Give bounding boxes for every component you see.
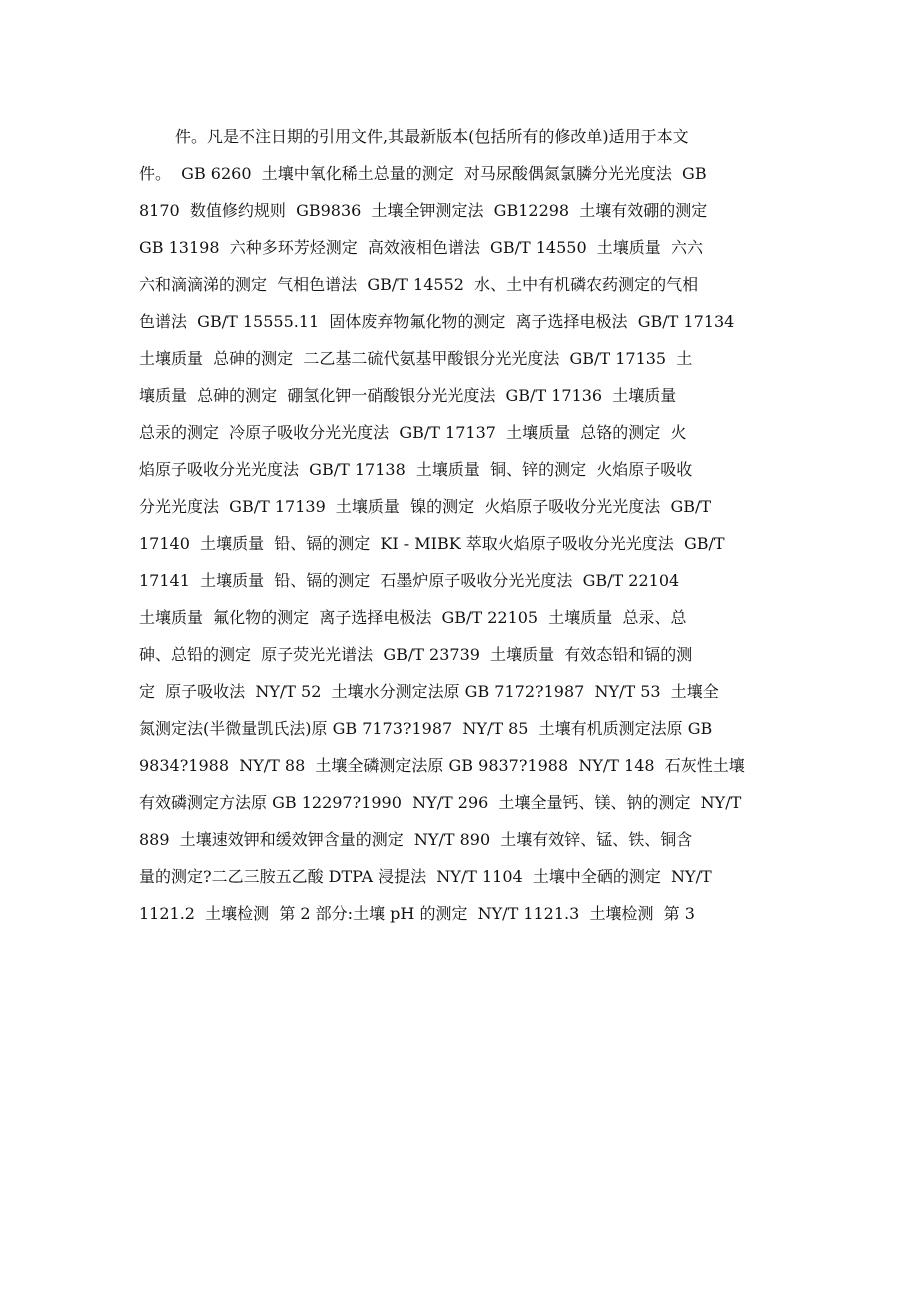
text-line: 件。 GB 6260 土壤中氧化稀土总量的测定 对马尿酸偶氮氯膦分光光度法 GB [139,164,707,183]
text-line: 焰原子吸收分光光度法 GB/T 17138 土壤质量 铜、锌的测定 火焰原子吸收 [139,460,693,479]
text-line: 总汞的测定 冷原子吸收分光光度法 GB/T 17137 土壤质量 总铬的测定 火 [139,423,687,442]
text-line: 土壤质量 氟化物的测定 离子选择电极法 GB/T 22105 土壤质量 总汞、总 [139,608,687,627]
text-line: GB 13198 六种多环芳烃测定 高效液相色谱法 GB/T 14550 土壤质量 六六 [139,238,703,257]
document-body [139,118,799,932]
text-line: 土壤质量 总砷的测定 二乙基二硫代氨基甲酸银分光光度法 GB/T 17135 土 [139,349,693,368]
text-line: 壤质量 总砷的测定 硼氢化钾一硝酸银分光光度法 GB/T 17136 土壤质量 [139,386,677,405]
text-line: 1121.2 土壤检测 第 2 部分:土壤 pH 的测定 NY/T 1121.3 土壤检测 第 3 [139,904,695,923]
text-line: 889 土壤速效钾和缓效钾含量的测定 NY/T 890 土壤有效锌、锰、铁、铜含 [139,830,693,849]
text-line: 量的测定?二乙三胺五乙酸 DTPA 浸提法 NY/T 1104 土壤中全硒的测定 NY/T [139,867,712,886]
text-line: 氮测定法(半微量凯氏法)原 GB 7173?1987 NY/T 85 土壤有机质测定法原 GB [139,719,713,738]
text-line: 定 原子吸收法 NY/T 52 土壤水分测定法原 GB 7172?1987 NY/T 53 土壤全 [139,682,719,701]
text-line: 9834?1988 NY/T 88 土壤全磷测定法原 GB 9837?1988 NY/T 148 石灰性土壤 [139,756,745,775]
text-line: 六和滴滴涕的测定 气相色谱法 GB/T 14552 水、土中有机磷农药测定的气相 [139,275,699,294]
text-line: 8170 数值修约规则 GB9836 土壤全钾测定法 GB12298 土壤有效硼的测定 [139,201,708,220]
text-line: 17141 土壤质量 铅、镉的测定 石墨炉原子吸收分光光度法 GB/T 22104 [139,571,680,590]
text-line: 色谱法 GB/T 15555.11 固体废弃物氟化物的测定 离子选择电极法 GB/T 17134 [139,312,735,331]
text-line: 件。凡是不注日期的引用文件,其最新版本(包括所有的修改单)适用于本文 [175,127,689,146]
text-line: 分光光度法 GB/T 17139 土壤质量 镍的测定 火焰原子吸收分光光度法 GB/T [139,497,712,516]
text-line: 砷、总铅的测定 原子荧光光谱法 GB/T 23739 土壤质量 有效态铅和镉的测 [139,645,693,664]
text-line: 17140 土壤质量 铅、镉的测定 KI - MIBK 萃取火焰原子吸收分光光度法 GB/T [139,534,725,553]
text-line: 有效磷测定方法原 GB 12297?1990 NY/T 296 土壤全量钙、镁、钠的测定 NY/T [139,793,742,812]
